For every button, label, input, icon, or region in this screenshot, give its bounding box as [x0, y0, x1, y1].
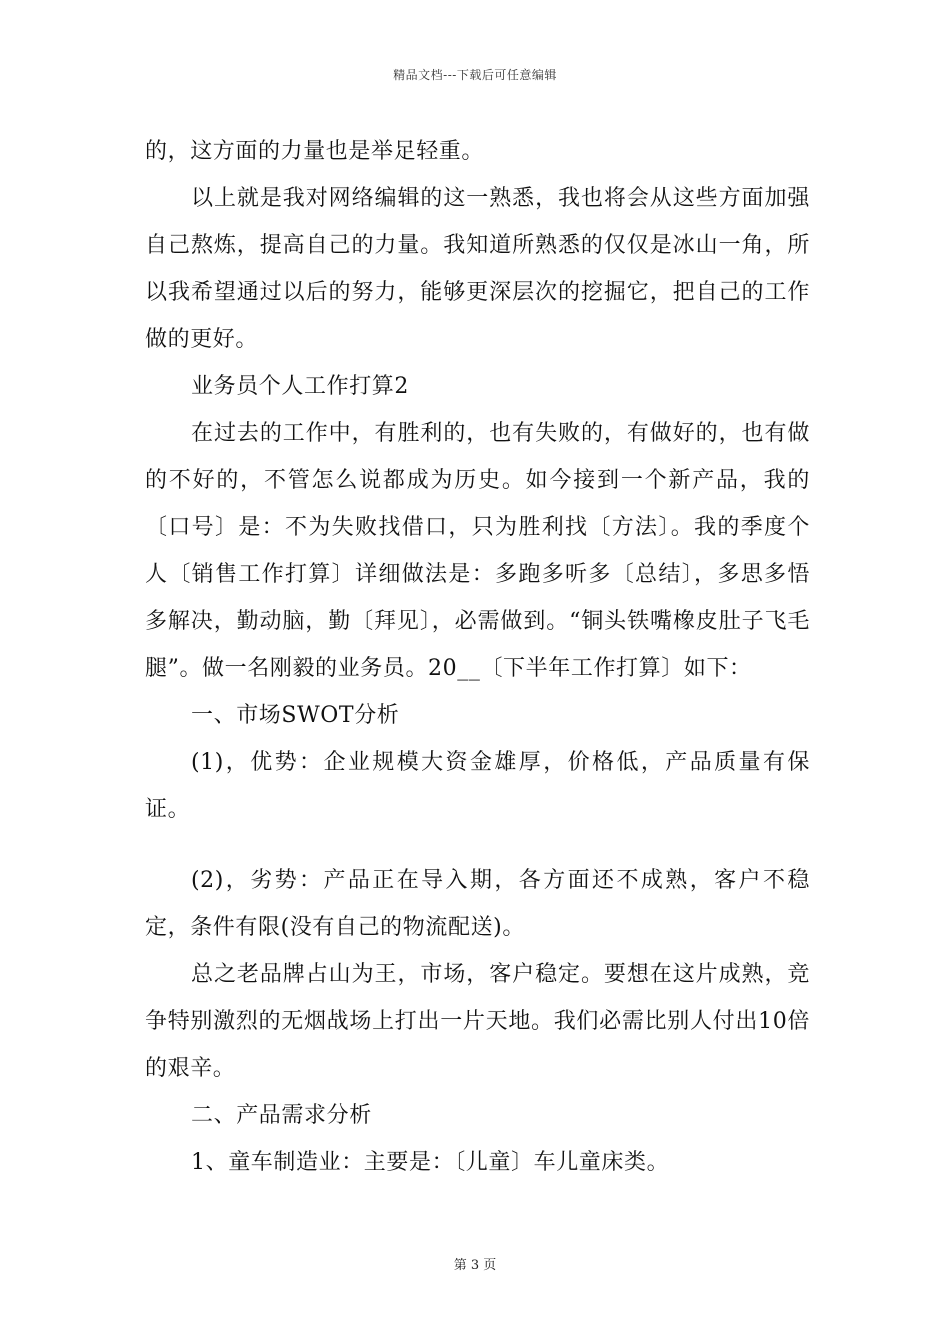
paragraph-3: 在过去的工作中，有胜利的，也有失败的，有做好的，也有做的不好的，不管怎么说都成为历史。如今接到一个新产品，我的〔口号〕是：不为失败找借口，只为胜利找〔方法〕。我的季度个人〔销售工作打算〕详细做法是：多跑多听多〔总结〕，多思多悟多解决，勤动脑，勤〔拜见〕，必需做到。“铜头铁嘴橡皮肚子飞毛腿”。做一名刚毅的业务员。20__〔下半年工作打算〕如下：	[145, 421, 810, 681]
paragraph-summary: 总之老品牌占山为王，市场，客户稳定。要想在这片成熟，竞争特别激烈的无烟战场上打出一片天地。我们必需比别人付出10倍的艰辛。	[145, 962, 810, 1081]
paragraph-2: 以上就是我对网络编辑的这一熟悉，我也将会从这些方面加强自己熬炼，提高自己的力量。我知道所熟悉的仅仅是冰山一角，所以我希望通过以后的努力，能够更深层次的挖掘它，把自己的工作做的更好。	[145, 186, 810, 352]
section-heading-plan-2: 业务员个人工作打算2	[191, 374, 409, 399]
paragraph-strengths: (1)，优势：企业规模大资金雄厚，价格低，产品质量有保证。	[145, 750, 810, 822]
paragraph-stroller-industry: 1、童车制造业：主要是：〔儿童〕车儿童床类。	[191, 1150, 670, 1175]
page-number: 第 3 页	[453, 1258, 497, 1273]
page-header: 精品文档---下载后可任意编辑	[393, 68, 557, 82]
section-heading-demand: 二、产品需求分析	[191, 1103, 372, 1128]
paragraph-weaknesses: (2)，劣势：产品正在导入期，各方面还不成熟，客户不稳定，条件有限(没有自己的物流配送)。	[145, 868, 810, 940]
document-body	[145, 128, 810, 1186]
section-heading-swot: 一、市场SWOT分析	[191, 703, 400, 728]
paragraph-1: 的，这方面的力量也是举足轻重。	[145, 139, 485, 164]
